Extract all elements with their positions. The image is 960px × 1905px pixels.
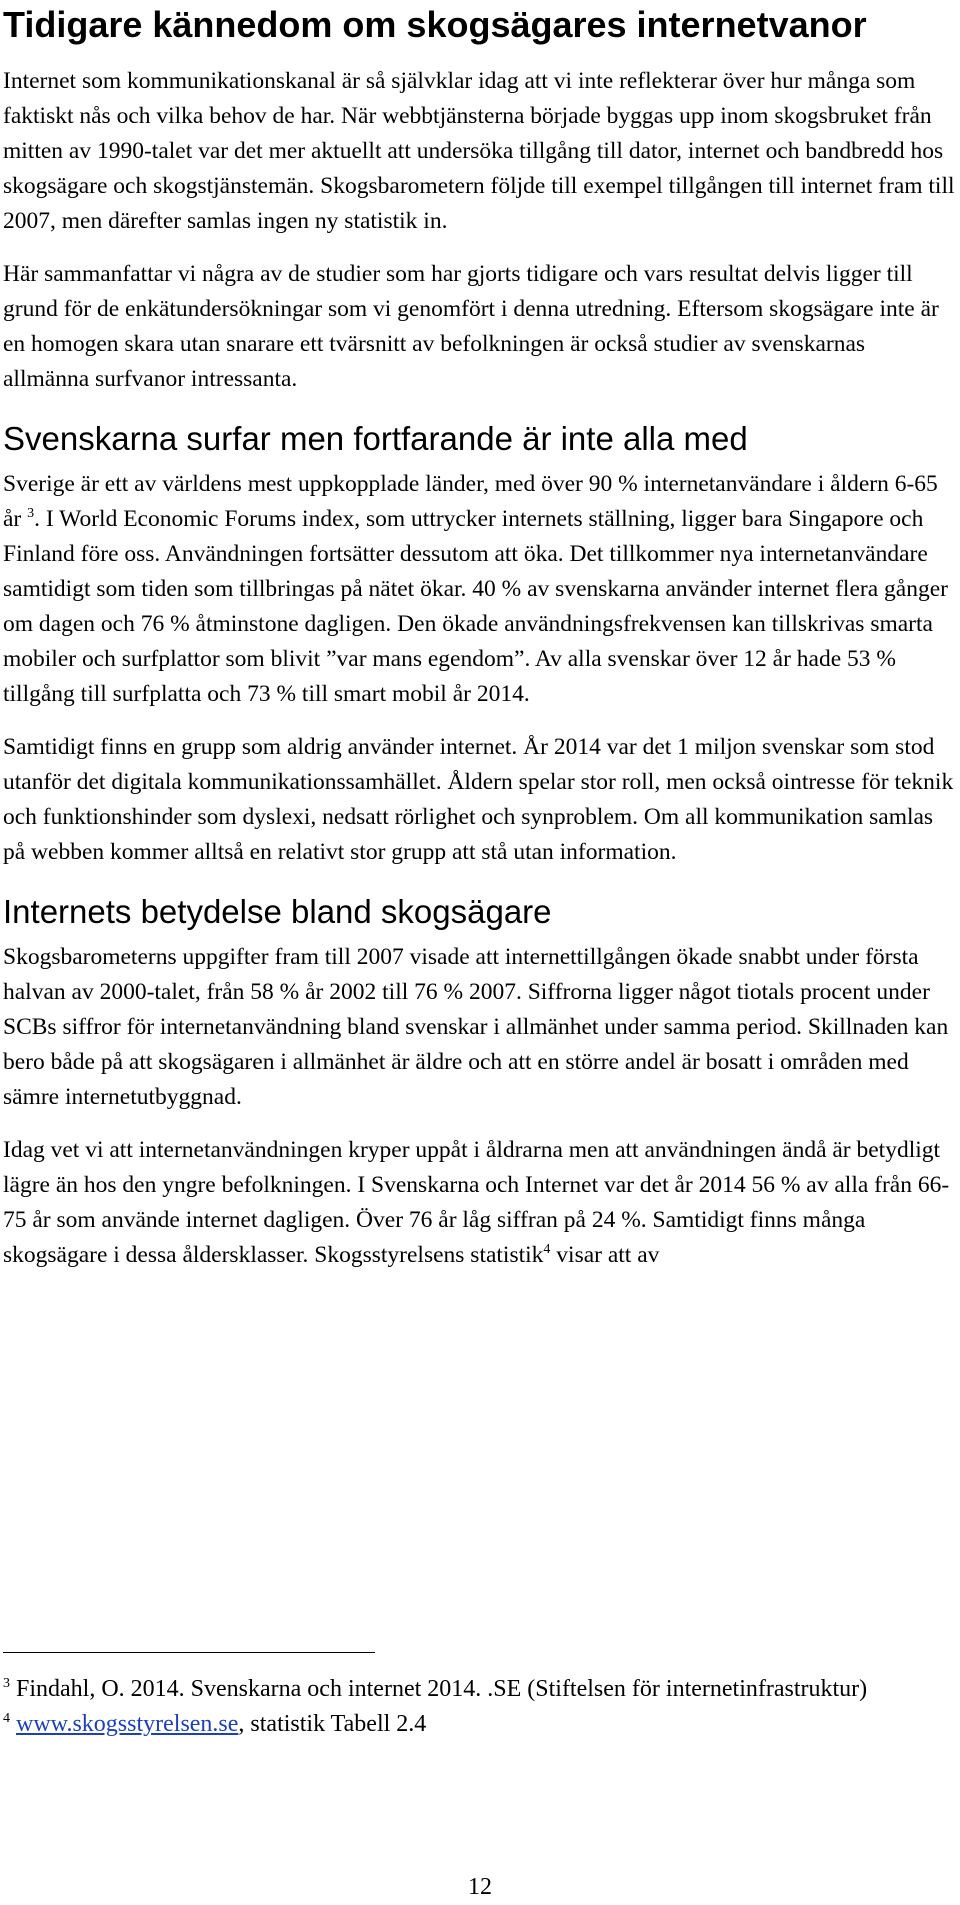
paragraph: Här sammanfattar vi några av de studier som har gjorts tidigare och vars resultat delvis ligger till grund för de enkätundersökningar som vi genomfört i denna utredning. Eftersom skogsägare inte är en homogen skara utan snarare ett tvärsnitt av befolkningen är också studier av svenskarnas allmänna surfvanor intressanta. xyxy=(3,261,939,392)
paragraph xyxy=(3,467,957,712)
footnote-text: Findahl, O. 2014. Svenskarna och internet 2014. .SE (Stiftelsen för internetinfrastruktur) xyxy=(10,1676,868,1702)
footnote-4 xyxy=(3,1707,953,1742)
section-heading-svenskarna-surfar: Svenskarna surfar men fortfarande är inte alla med xyxy=(3,420,748,457)
section-heading-internets-betydelse: Internets betydelse bland skogsägare xyxy=(3,893,552,930)
footnote-ref-4[interactable]: 4 xyxy=(543,1242,551,1258)
footnotes xyxy=(3,1672,953,1742)
footnote-separator xyxy=(3,1652,375,1653)
main-content xyxy=(3,2,957,1291)
paragraph xyxy=(3,1133,957,1273)
paragraph: Skogsbarometerns uppgifter fram till 2007 visade att internettillgången ökade snabbt under första halvan av 2000-talet, från 58 % år 2002 till 76 % 2007. Siffrorna ligger något tiotals procent under SCBs siffror för internetanvändning bland svenskar i allmänhet under samma period. Skillnaden kan bero både på att skogsägaren i allmänhet är äldre och att en större andel är bosatt i områden med sämre internetutbyggnad. xyxy=(3,944,949,1110)
paragraph-text: Idag vet vi att internetanvändningen kryper uppåt i åldrarna men att användningen ändå är betydligt lägre än hos den yngre befolkningen. I Svenskarna och Internet var det år 2014 56 % av alla från 66-75 år som använde internet dagligen. Över 76 år låg siffran på 24 %. Samtidigt finns många skogsägare i dessa åldersklasser. Skogsstyrelsens statistik xyxy=(3,1137,950,1268)
paragraph-text: visar att av xyxy=(550,1242,660,1268)
paragraph-text: . I World Economic Forums index, som uttrycker internets ställning, ligger bara Singapore och Finland före oss. Användningen fortsätter dessutom att öka. Det tillkommer nya internetanvändare samtidigt som tiden som tillbringas på nätet ökar. 40 % av svenskarna använder internet flera gånger om dagen och 76 % åtminstone dagligen. Den ökade användningsfrekvensen kan tillskrivas smarta mobiler och surfplattor som blivit ”var mans egendom”. Av alla svenskar över 12 år hade 53 % tillgång till surfplatta och 73 % till smart mobil år 2014. xyxy=(3,506,948,707)
footnote-3 xyxy=(3,1672,953,1707)
page-number: 12 xyxy=(468,1874,492,1900)
paragraph: Samtidigt finns en grupp som aldrig använder internet. År 2014 var det 1 miljon svenskar som stod utanför det digitala kommunikationssamhället. Åldern spelar stor roll, men också ointresse för teknik och funktionshinder som dyslexi, nedsatt rörlighet och synproblem. Om all kommunikation samlas på webben kommer alltså en relativt stor grupp att stå utan information. xyxy=(3,734,954,865)
paragraph-text: Sverige är ett av världens mest uppkopplade länder, med över 90 % internetanvändare i åldern 6-65 år xyxy=(3,471,938,532)
section-heading-tidigare-kannedom: Tidigare kännedom om skogsägares internetvanor xyxy=(3,4,867,45)
footnote-text: , statistik Tabell 2.4 xyxy=(238,1711,427,1737)
footnote-number: 3 xyxy=(3,1676,10,1691)
footnote-number: 4 xyxy=(3,1711,10,1726)
footnote-link[interactable]: www.skogsstyrelsen.se xyxy=(16,1711,239,1737)
paragraph: Internet som kommunikationskanal är så självklar idag att vi inte reflekterar över hur många som faktiskt nås och vilka behov de har. När webbtjänsterna började byggas upp inom skogsbruket från mitten av 1990-talet var det mer aktuellt att undersöka tillgång till dator, internet och bandbredd hos skogsägare och skogstjänstemän. Skogsbarometern följde till exempel tillgången till internet fram till 2007, men därefter samlas ingen ny statistik in. xyxy=(3,68,955,234)
footnote-ref-3[interactable]: 3 xyxy=(27,506,35,522)
